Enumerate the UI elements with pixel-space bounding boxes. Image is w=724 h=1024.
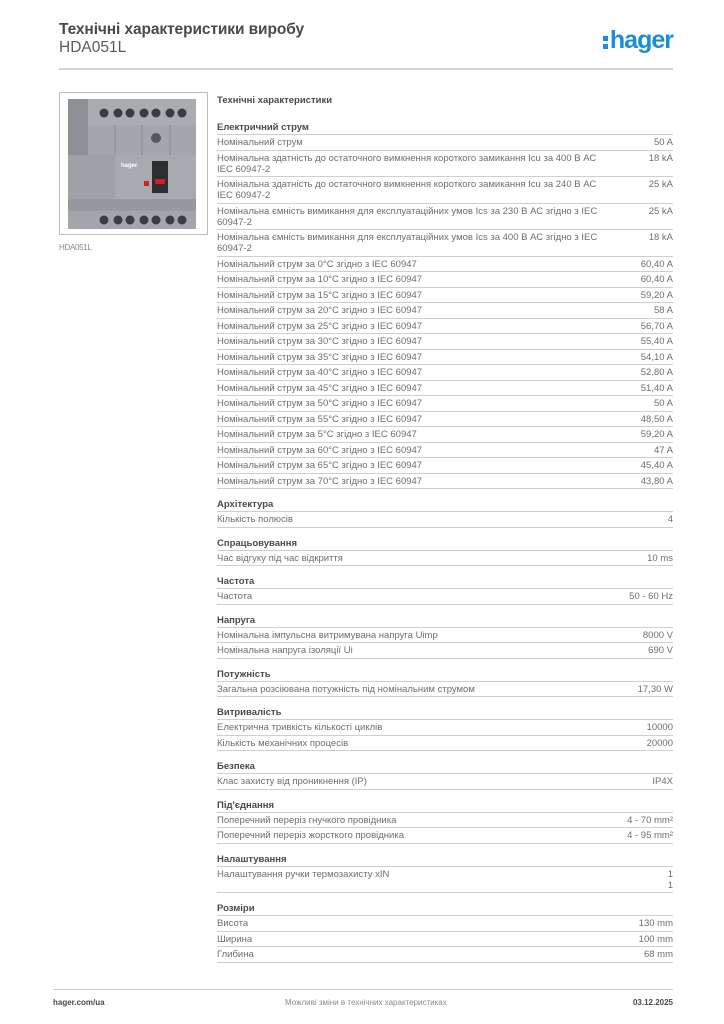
spec-row [217,396,673,412]
product-caption: HDA051L [59,243,92,252]
footer-site-link[interactable]: hager.com/ua [53,998,105,1007]
spec-value [668,869,673,891]
spec-row [217,551,673,567]
spec-value-text: 18 kA [648,232,673,243]
spec-value [641,290,673,301]
spec-value [644,949,673,960]
spec-label: Номінальний струм за 25°C згідно з IEC 60947 [217,320,423,332]
spec-value [641,274,673,285]
spec-row [217,151,673,178]
spec-value-text: 20000 [646,737,673,749]
spec-value [649,232,673,243]
footer-note: Можливі зміни в технічних характеристиках [285,998,447,1007]
spec-value [647,553,673,564]
spec-row [217,272,673,288]
spec-value [641,414,673,425]
spec-label: Номінальний струм за 10°C згідно з IEC 60947 [217,274,423,285]
spec-row [217,512,673,528]
spec-label: Кількість полюсів [217,514,293,525]
spec-value-text: 25 kA [648,179,673,190]
product-image [59,92,208,235]
spec-value-text: 50 A [653,137,673,148]
spec-value [629,591,673,602]
spec-row [217,443,673,459]
spec-label: Поперечний переріз гнучкого провідника [217,814,397,826]
page-header [59,21,673,57]
spec-value [641,336,673,347]
spec-label: Номінальний струм за 15°C згідно з IEC 60947 [217,289,423,301]
spec-label: Номінальний струм за 0°C згідно з IEC 60947 [217,258,417,270]
spec-group-title: Напруга [217,614,673,628]
spec-group-title: Архітектура [217,498,673,512]
spec-value-text: 59,20 A [640,289,673,301]
spec-value-text: 50 - 60 Hz [629,591,673,602]
spec-value-text: 54,10 A [640,351,673,363]
spec-row [217,589,673,605]
spec-value-text: IP4X [652,776,673,787]
spec-row [217,303,673,319]
spec-value-text: 4 - 95 mm² [627,830,673,841]
spec-label: Поперечний переріз жорсткого провідника [217,830,404,841]
spec-label: Номінальний струм за 20°C згідно з IEC 60947 [217,305,423,316]
spec-group [217,498,673,528]
spec-value-text: 43,80 A [640,475,673,487]
spec-value [643,630,673,641]
spec-row [217,643,673,659]
spec-value [654,305,673,316]
page-title: Технічні характеристики виробу [59,21,304,38]
spec-group-title: Витривалість [217,706,673,720]
spec-value-text: 4 [667,514,673,525]
spec-value-text: 10 ms [647,552,673,564]
spec-value [654,398,673,409]
spec-value [641,259,673,270]
spec-label: Налаштування ручки термозахисту xIN [217,868,390,880]
spec-row [217,230,673,257]
spec-row [217,916,673,932]
spec-value-text: 100 mm [638,933,673,945]
spec-value [639,934,673,945]
spec-label: Висота [217,918,249,929]
spec-row [217,334,673,350]
spec-row [217,204,673,231]
spec-group-title: Частота [217,575,673,589]
footer-divider [53,989,673,990]
svg-text:hager: hager [121,163,138,169]
spec-label: Номінальний струм за 70°C згідно з IEC 60947 [217,475,423,487]
spec-value [654,445,673,456]
spec-label: Номінальна ємність вимикання для експлуатаційних умов Ics за 230 В АС згідно з IEC 60947-2 [217,205,598,228]
spec-row [217,474,673,490]
spec-value [649,153,673,164]
spec-label: Номінальна імпульсна витримувана напруга Uimp [217,629,438,641]
spec-value-text: 56,70 A [640,320,673,332]
spec-label: Кількість механічних процесів [217,737,349,749]
spec-label: Номінальний струм за 30°C згідно з IEC 60947 [217,336,423,347]
spec-value [649,206,673,217]
spec-value-text: 51,40 A [640,382,673,394]
spec-value-text: 8000 V [642,629,673,641]
spec-value [641,460,673,471]
spec-label: Номінальний струм за 65°C згідно з IEC 60947 [217,460,423,471]
spec-label: Номінальна ємність вимикання для експлуатаційних умов Ics за 400 В АС згідно з IEC 60947-2 [217,232,598,254]
spec-row [217,257,673,273]
spec-group-title: Налаштування [217,853,673,867]
spec-label: Номінальна здатність до остаточного вимкнення короткого замикання Icu за 240 В АС IEC 60947-2 [217,179,597,201]
spec-value [639,918,673,929]
circuit-breaker-icon [60,93,207,234]
spec-label: Загальна розсіювана потужність під номінальним струмом [217,683,475,695]
product-code: HDA051L [59,39,127,56]
spec-row [217,736,673,752]
spec-value [641,429,673,440]
spec-value-text: 17,30 W [637,683,673,695]
spec-value-text: 60,40 A [640,274,673,285]
page-footer [53,998,673,1007]
spec-value-text: 1 [667,879,673,891]
spec-value [648,645,673,656]
spec-group [217,706,673,751]
spec-label: Номінальна здатність до остаточного вимкнення короткого замикання Icu за 400 В АС IEC 60947-2 [217,152,597,175]
spec-label: Номінальний струм за 5°C згідно з IEC 60947 [217,429,417,440]
spec-group-title: Електричний струм [217,121,673,135]
spec-group-title: Під'єднання [217,799,673,813]
spec-value [627,830,673,841]
spec-value-text: 18 kA [648,152,673,164]
spec-value-text: 45,40 A [640,460,673,471]
spec-group [217,668,673,698]
spec-value [649,179,673,190]
spec-value [647,738,673,749]
spec-row [217,319,673,335]
spec-label: Електрична тривкість кількості циклів [217,722,383,733]
spec-label: Номінальний струм за 60°C згідно з IEC 60947 [217,444,423,456]
header-divider [59,68,673,70]
spec-value-text: 52,80 A [640,367,673,378]
spec-group-title: Потужність [217,668,673,682]
spec-value-text: 58 A [653,305,673,316]
spec-value-text: 68 mm [643,949,673,960]
spec-row [217,947,673,963]
spec-value-text: 1 [667,868,673,880]
footer-date: 03.12.2025 [632,998,673,1007]
spec-value [641,352,673,363]
spec-value-text: 59,20 A [640,429,673,440]
spec-row [217,350,673,366]
spec-group [217,575,673,605]
spec-value [638,684,673,695]
spec-value-text: 10000 [646,722,673,733]
spec-row [217,774,673,790]
spec-value-text: 4 - 70 mm² [627,814,673,826]
spec-label: Номінальний струм за 55°C згідно з IEC 60947 [217,413,423,425]
spec-group [217,853,673,894]
spec-row [217,288,673,304]
specs-table [217,94,673,972]
spec-row [217,427,673,443]
spec-row [217,177,673,204]
spec-value-text: 50 A [653,398,673,409]
spec-value-text: 60,40 A [640,258,673,270]
spec-row [217,458,673,474]
spec-group [217,614,673,659]
spec-group [217,121,673,489]
spec-row [217,813,673,829]
spec-label: Ширина [217,933,253,945]
spec-label: Номінальний струм [217,137,303,148]
spec-label: Номінальний струм за 40°C згідно з IEC 60947 [217,367,423,378]
hager-logo: hager [609,26,673,54]
spec-value-text: 25 kA [648,205,673,217]
spec-value [641,367,673,378]
spec-value-text: 55,40 A [640,336,673,347]
spec-row [217,682,673,698]
spec-value-text: 47 A [653,444,673,456]
spec-row [217,381,673,397]
spec-group-title: Розміри [217,902,673,916]
spec-row [217,867,673,894]
spec-row [217,365,673,381]
spec-value [641,476,673,487]
spec-group [217,760,673,790]
spec-row [217,828,673,844]
spec-row [217,628,673,644]
spec-value-text: 130 mm [638,918,673,929]
spec-group-title: Спрацьовування [217,537,673,551]
spec-label: Час відгуку під час відкриття [217,552,343,564]
spec-label: Номінальний струм за 45°C згідно з IEC 60947 [217,382,423,394]
spec-group [217,799,673,844]
spec-group [217,537,673,567]
spec-value [641,383,673,394]
spec-value [668,514,673,525]
spec-row [217,135,673,151]
spec-row [217,720,673,736]
spec-label: Номінальна напруга ізоляції Ui [217,645,353,656]
spec-label: Номінальний струм за 35°C згідно з IEC 60947 [217,351,423,363]
spec-value [641,321,673,332]
spec-group [217,902,673,963]
spec-label: Номінальний струм за 50°C згідно з IEC 60947 [217,398,423,409]
spec-value [652,776,673,787]
spec-label: Глибина [217,949,254,960]
spec-value [654,137,673,148]
spec-value [627,815,673,826]
spec-group-title: Безпека [217,760,673,774]
spec-label: Частота [217,591,253,602]
spec-value [647,722,673,733]
spec-row [217,932,673,948]
specs-title: Технічні характеристики [217,95,333,106]
spec-groups [217,121,673,963]
spec-value-text: 48,50 A [640,413,673,425]
spec-row [217,412,673,428]
spec-value-text: 690 V [648,645,673,656]
spec-label: Клас захисту від проникнення (IP) [217,776,367,787]
